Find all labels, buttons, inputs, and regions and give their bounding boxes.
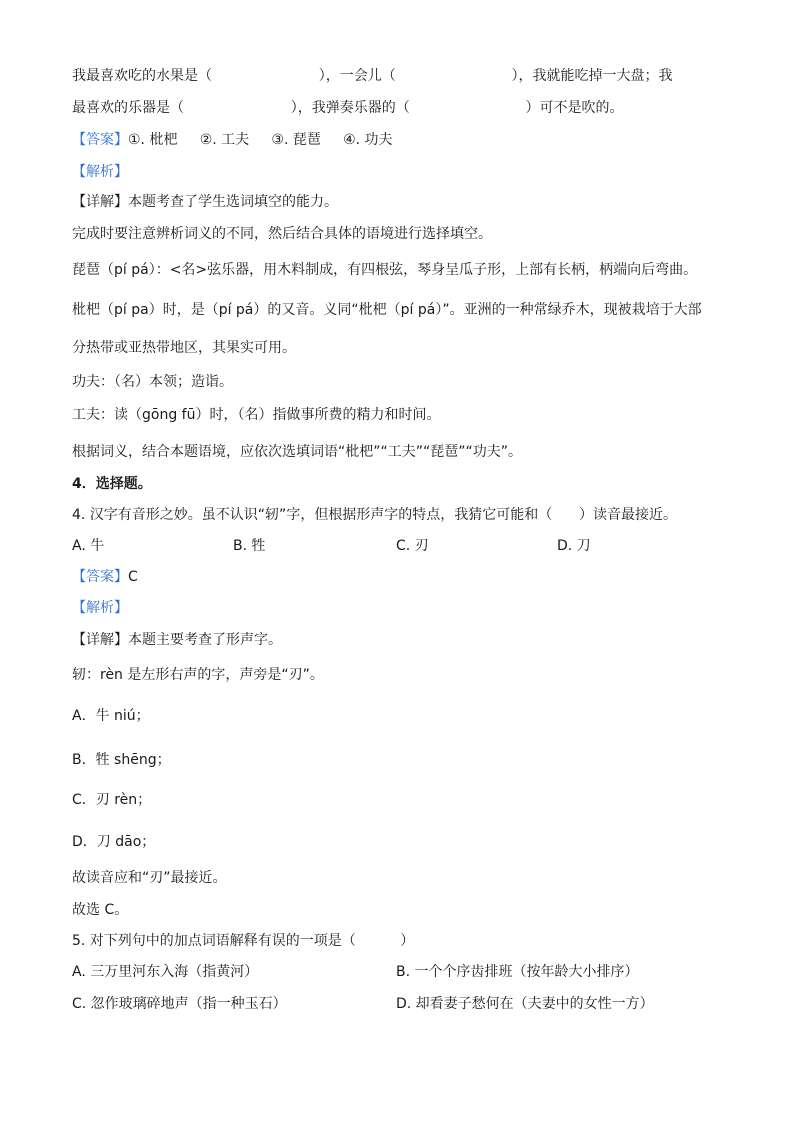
q3-analysis-label: 【解析】: [72, 164, 128, 180]
q4-paragraph-ren: 轫：rèn 是左形右声的字，声旁是“刃”。: [72, 667, 324, 683]
detail-text: 本题主要考查了形声字。: [128, 632, 282, 648]
q5-option-c: C. 忽作玻璃碎地声（指一种玉石）: [72, 996, 287, 1012]
q3-paragraph-pipa-fruit-1: 枇杷（pí pa）时，是（pí pá）的又音。义同“枇杷（pí pá）”。亚洲的一种常绿乔木，现被栽培于大部: [72, 302, 702, 318]
q4-option-d: D. 刀: [557, 538, 591, 554]
q4-explain-b: B．牲 shēng；: [72, 752, 171, 768]
q4-option-a: A. 牛: [72, 538, 105, 554]
detail-text: 本题考查了学生选词填空的能力。: [128, 194, 338, 210]
q3-answer: [72, 130, 393, 150]
q3-paragraph-pipa: 琵琶（pí pá）：<名>弦乐器，用木料制成，有四根弦，琴身呈瓜子形，上部有长柄，柄端向后弯曲。: [72, 262, 698, 278]
q4-explain-c: C．刃 rèn；: [72, 792, 152, 808]
q5-option-d: D. 却看妻子愁何在（夫妻中的女性一方）: [396, 996, 654, 1012]
q4-explain-a: A．牛 niú；: [72, 708, 150, 724]
q4-conclusion: 故读音应和“刃”最接近。: [72, 870, 227, 886]
answer-text: C: [128, 569, 138, 585]
q3-paragraph-gongfu-skill: 功夫：（名）本领；造诣。: [72, 374, 233, 390]
q3-paragraph-pipa-fruit-2: 分热带或亚热带地区，其果实可用。: [72, 340, 296, 356]
q3-stem-line-2: 最喜欢的乐器是（ ），我弹奏乐器的（ ）可不是吹的。: [72, 100, 624, 116]
detail-label: 【详解】: [72, 632, 128, 648]
q4-explain-d: D．刀 dāo；: [72, 834, 156, 850]
q3-stem-line-1: 我最喜欢吃的水果是（ ），一会儿（ ），我就能吃掉一大盘；我: [72, 68, 673, 84]
q4-answer: [72, 567, 138, 587]
q4-detail: [72, 630, 282, 650]
q3-paragraph-1: 完成时要注意辨析词义的不同，然后结合具体的语境进行选择填空。: [72, 226, 492, 242]
q4-section-heading: 4．选择题。: [72, 476, 152, 492]
q3-paragraph-gongfu-time: 工夫：读（gōng fū）时，（名）指做事所费的精力和时间。: [72, 407, 441, 423]
q4-choose: 故选 C。: [72, 902, 129, 918]
answer-label: 【答案】: [72, 569, 128, 585]
q4-option-b: B. 牲: [233, 538, 266, 554]
q5-stem: 5. 对下列句中的加点词语解释有误的一项是（ ）: [72, 933, 415, 949]
q5-option-b: B. 一个个序齿排班（按年龄大小排序）: [396, 964, 639, 980]
q5-option-a: A. 三万里河东入海（指黄河）: [72, 964, 259, 980]
detail-label: 【详解】: [72, 194, 128, 210]
q3-paragraph-conclusion: 根据词义，结合本题语境，应依次选填词语“枇杷”“工夫”“琵琶”“功夫”。: [72, 444, 523, 460]
answer-text: ①. 枇杷 ②. 工夫 ③. 琵琶 ④. 功夫: [128, 132, 393, 148]
q4-stem: 4. 汉字有音形之妙。虽不认识“轫”字，但根据形声字的特点，我猜它可能和（ ）读音最接近。: [72, 507, 678, 523]
answer-label: 【答案】: [72, 132, 128, 148]
q4-analysis-label: 【解析】: [72, 600, 128, 616]
q3-detail: [72, 192, 338, 212]
q4-option-c: C. 刃: [396, 538, 429, 554]
